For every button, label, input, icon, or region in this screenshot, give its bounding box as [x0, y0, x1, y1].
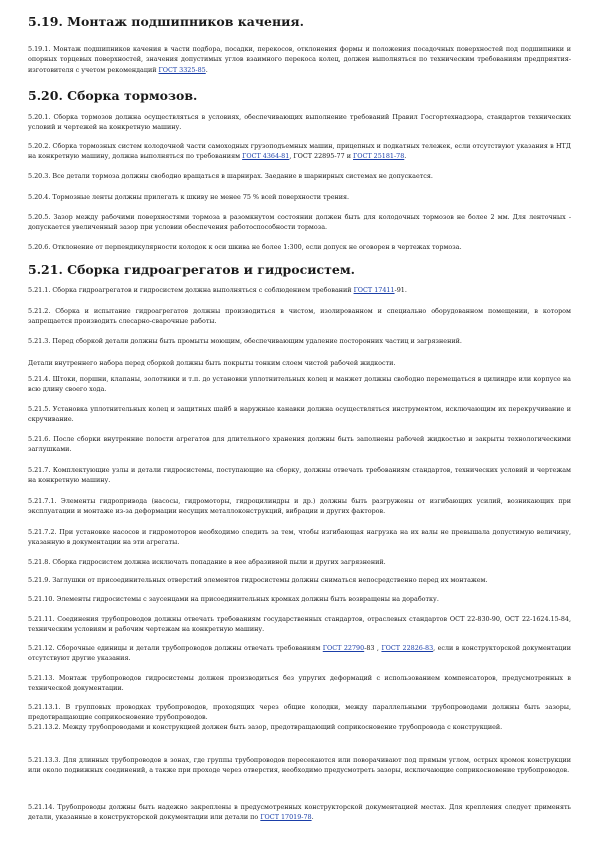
paragraph-text: -91. [394, 286, 407, 294]
paragraph-text: . [205, 65, 208, 74]
paragraph-text: 5.21.10. Элементы гидросистемы с заусенцами на присоединительных кромках должны быть возвращены на доработку. [28, 595, 439, 603]
paragraph [28, 643, 571, 664]
paragraph-text: 5.20.5. Зазор между рабочими поверхностями тормоза в разомкнутом состоянии должен быть для колодочных тормозов не более 2 мм. Для ленточных - допускается увеличенный зазор при условии обеспечения работоспособности тормоза. [28, 213, 571, 232]
paragraph-text: , если в конструкторской документации отсутствуют другие указания. [28, 644, 572, 663]
gost-link[interactable]: ГОСТ 22790 [322, 644, 365, 652]
paragraph-text: 5.21.9. Заглушки от присоединительных отверстий элементов гидросистемы должны сниматься непосредственно перед их монтажем. [28, 576, 488, 584]
paragraph [28, 614, 571, 635]
paragraph-text: 5.21.7.2. При установке насосов и гидромоторов необходимо следить за тем, чтобы изгибающая нагрузка на их валы не превышала допустимую величину, указанную в документации на эти агрегаты. [28, 528, 571, 547]
paragraph-text: 5.21.13.2. Между трубопроводами и конструкцией должен быть зазор, предотвращающий соприкосновение трубопровода с конструкцией. [28, 723, 503, 731]
paragraph [28, 212, 571, 233]
gost-link[interactable]: ГОСТ 22826-83 [381, 644, 434, 652]
paragraph [28, 112, 571, 133]
paragraph [28, 594, 571, 604]
gost-link[interactable]: ГОСТ 17019-78 [260, 813, 312, 822]
paragraph-text: 5.21.8. Сборка гидросистем должна исключать попадание в нее абразивной пыли и других загрязнений. [28, 558, 386, 566]
paragraph [28, 527, 571, 548]
paragraph-text: . [404, 152, 407, 161]
paragraph [28, 722, 571, 732]
paragraph [28, 44, 571, 75]
paragraph [28, 434, 571, 455]
paragraph-text: 5.21.2. Сборка и испытание гидроагрегатов должны производиться в чистом, изолированном и специально оборудованном помещении, в котором запрещается производить слесарно-сварочные работы. [28, 307, 571, 326]
paragraph-text: 5.20.1. Сборка тормозов должна осуществляться в условиях, обеспечивающих выполнение требований Правил Госгортехнадзора, стандартов технических условий и чертежей на конкретную машину. [28, 113, 571, 132]
gost-link[interactable]: ГОСТ 3325-85 [158, 65, 206, 74]
paragraph-text: 5.21.13. Монтаж трубопроводов гидросистемы должен производиться без упругих деформаций с использованием компенсаторов, предусмотренных в технической документации. [28, 674, 571, 693]
paragraph [28, 192, 571, 202]
paragraph [28, 465, 571, 486]
paragraph [28, 141, 571, 162]
gost-link[interactable]: ГОСТ 4364-81 [242, 152, 290, 161]
paragraph-text: 5.20.4. Тормозные ленты должны прилегать к шкиву не менее 75 % всей поверхности трения. [28, 193, 350, 201]
gost-link[interactable]: ГОСТ 25181-78 [353, 152, 405, 161]
paragraph-text: 5.21.7. Комплектующие узлы и детали гидросистемы, поступающие на сборку, должны отвечать требованиям стандартов, технических условий и чертежам на конкретную машину. [28, 466, 571, 485]
paragraph [28, 702, 571, 723]
paragraph-text: 5.21.14. Трубопроводы должны быть надежно закреплены в предусмотренных конструкторской документацией местах. Для крепления следует применять детали, указанные в конструкторской документации или детали по [28, 803, 571, 822]
paragraph [28, 673, 571, 694]
paragraph [28, 496, 571, 517]
paragraph-text: 5.21.7.1. Элементы гидропривода (насосы, гидромоторы, гидроцилиндры и др.) должны быть разгружены от изгибающих усилий, возникающих при эксплуатации и монтаже из-за деформации несущих металлоконструкций, вибрации и других факторов. [28, 497, 571, 516]
paragraph [28, 802, 571, 823]
section-heading: 5.19. Монтаж подшипников качения. [28, 14, 305, 29]
paragraph-text: 5.20.3. Все детали тормоза должны свободно вращаться в шарнирах. Заедание в шарнирных системах не допускается. [28, 172, 433, 180]
paragraph [28, 404, 571, 425]
paragraph [28, 336, 571, 346]
paragraph-text: Детали внутреннего набора перед сборкой должны быть покрыты тонким слоем чистой рабочей жидкости. [28, 359, 396, 367]
paragraph-text: 5.20.6. Отклонение от перпендикулярности колодок к оси шкива не более 1:300, если допуск не оговорен в чертежах тормоза. [28, 243, 462, 251]
paragraph-text: 5.21.13.1. В групповых проводках трубопроводов, проходящих через общие колодки, между параллельными трубопроводами должны быть зазоры, предотвращающие соприкосновение трубопроводов. [28, 703, 571, 722]
paragraph-text: 5.21.1. Сборка гидроагрегатов и гидросистем должна выполняться с соблюдением требований [28, 286, 354, 294]
paragraph-text: 5.21.3. Перед сборкой детали должны быть промыты моющим, обеспечивающим удаление посторонних частиц и загрязнений. [28, 337, 462, 345]
paragraph [28, 242, 571, 252]
paragraph [28, 306, 571, 327]
paragraph-text: 5.21.6. После сборки внутренние полости агрегатов для длительного хранения должны быть заполнены рабочей жидкостью и закрыты технологическими заглушками. [28, 435, 571, 454]
paragraph [28, 755, 571, 776]
paragraph-text: 5.20.2. Сборка тормозных систем колодочной части самоходных грузоподъемных машин, прицепных и подкатных тележек, если отсутствуют указания в НТД на конкретную машину, должна выполняться по требованиям [28, 142, 571, 161]
paragraph [28, 285, 571, 295]
paragraph-text: . [311, 813, 314, 822]
paragraph [28, 557, 571, 567]
paragraph-text: -83 , [364, 644, 382, 652]
paragraph-text: 5.21.5. Установка уплотнительных колец и защитных шайб в наружные канавки должна осуществляться инструментом, исключающим их перекручивание и скручивание. [28, 405, 571, 424]
paragraph-text: 5.21.13.3. Для длинных трубопроводов в зонах, где группы трубопроводов пересекаются или поворачивают под прямым углом, острых кромок конструкции или около подвижных соединений, а также при проходе через отверстия, необходимо предусмотреть зазоры, исключающие соприкосновение трубопроводов. [28, 756, 571, 775]
paragraph-text: , ГОСТ 22895-77 и [289, 152, 353, 161]
paragraph-text: 5.19.1. Монтаж подшипников качения в части подбора, посадки, перекосов, отклонения формы и положения посадочных поверхностей под подшипники и опорных торцевых поверхностей, значения допустимых углов взаимного перекоса колец, должен выполняться по техническим требованиям предприятия-изготовителя с учетом рекомендаций [28, 45, 571, 74]
paragraph-text: 5.21.11. Соединения трубопроводов должны отвечать требованиям государственных стандартов, отраслевых стандартов ОСТ 22-830-90, ОСТ 22-1624.15-84, техническим условиям и рабочим чертежам на конкретную машину. [28, 615, 571, 634]
paragraph [28, 575, 571, 585]
paragraph [28, 358, 571, 368]
paragraph [28, 374, 571, 395]
paragraph-text: 5.21.4. Штоки, поршни, клапаны, золотники и т.п. до установки уплотнительных колец и манжет должны свободно перемещаться в цилиндре или корпусе на всю длину своего хода. [28, 375, 571, 394]
section-heading: 5.20. Сборка тормозов. [28, 88, 198, 103]
paragraph-text: 5.21.12. Сборочные единицы и детали трубопроводов должны отвечать требованиям [28, 644, 323, 652]
gost-link[interactable]: ГОСТ 17411 [353, 286, 395, 294]
paragraph [28, 171, 571, 181]
section-heading: 5.21. Сборка гидроагрегатов и гидросистем. [28, 262, 356, 277]
